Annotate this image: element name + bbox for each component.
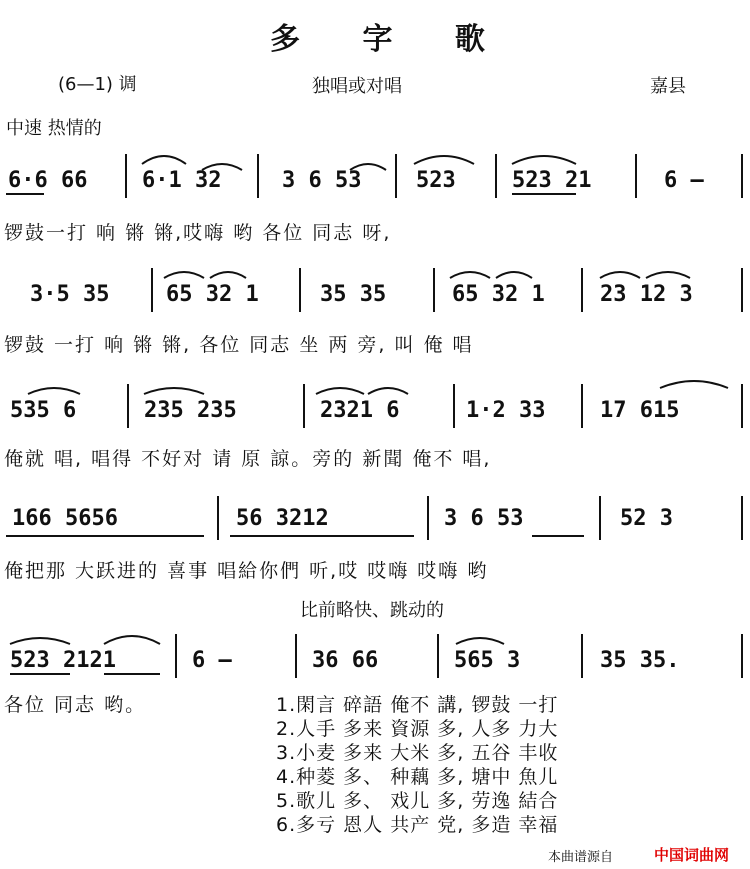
note-group: 36 66 [312,648,379,673]
note-group: 523 [416,168,456,193]
staff-line-2 [4,262,746,318]
staff-line-1-svg [4,148,746,204]
note-group: 3·5 35 [30,282,110,307]
note-group: 65 32 1 [166,282,259,307]
note-group: 52 3 [620,506,673,531]
note-group: 523 21 [512,168,592,193]
note-group: 535 6 [10,398,77,423]
note-group: 3 6 53 [444,506,524,531]
note-group: 3 6 53 [282,168,362,193]
note-group: 65 32 1 [452,282,545,307]
verse-4: 4.种菱 多、 种藕 多, 塘中 魚儿 [276,766,559,788]
note-group: 56 3212 [236,506,329,531]
note-group: 23 12 3 [600,282,693,307]
verse-2: 2.人手 多来 資源 多, 人多 力大 [276,718,559,740]
verse-3: 3.小麦 多来 大米 多, 五谷 丰收 [276,742,559,764]
footer-source: 本曲谱源自 [548,850,614,865]
footer-site-link[interactable]: 中国词曲网 [654,846,730,864]
lyrics-line-4: 俺把那 大跃进的 喜事 唱給你們 听,哎 哎嗨 哎嗨 哟 [4,560,489,582]
verse-5: 5.歌儿 多、 戏儿 多, 劳逸 結合 [276,790,559,812]
note-group: 17 615 [600,398,680,423]
note-group: 6·1 32 [142,168,222,193]
note-group: 6 — [192,648,232,673]
verse-6: 6.多亏 恩人 共产 党, 多造 幸福 [276,814,559,836]
note-group: 6·6 66 [8,168,88,193]
lyrics-line-5: 各位 同志 哟。 [4,694,147,716]
tempo-marking-2: 比前略快、跳动的 [300,600,444,621]
region-label: 嘉县 [650,76,686,97]
key-signature: (6—1) 调 [58,74,137,95]
lyrics-line-3: 俺就 唱, 唱得 不好对 请 原 諒。旁的 新聞 俺不 唱, [4,448,492,470]
page-title: 多 字 歌 [270,22,511,57]
note-group: 2321 6 [320,398,400,423]
note-group: 565 3 [454,648,521,673]
note-group: 35 35 [320,282,387,307]
lyrics-line-1: 锣鼓一打 响 锵 锵,哎嗨 哟 各位 同志 呀, [4,222,392,244]
lyrics-line-2: 锣鼓 一打 响 锵 锵, 各位 同志 坐 两 旁, 叫 俺 唱 [4,334,474,356]
staff-line-1 [4,148,746,204]
performance-note: 独唱或对唱 [312,76,402,97]
tempo-marking: 中速 热情的 [6,118,102,139]
note-group: 166 5656 [12,506,118,531]
staff-line-4 [4,490,746,546]
verse-1: 1.閑言 碎語 俺不 講, 锣鼓 一打 [276,694,559,716]
note-group: 35 35. [600,648,680,673]
note-group: 523 2121 [10,648,116,673]
note-group: 235 235 [144,398,237,423]
note-group: 1·2 33 [466,398,546,423]
staff-line-3 [4,378,746,434]
staff-line-5 [4,628,746,684]
note-group: 6 — [664,168,704,193]
